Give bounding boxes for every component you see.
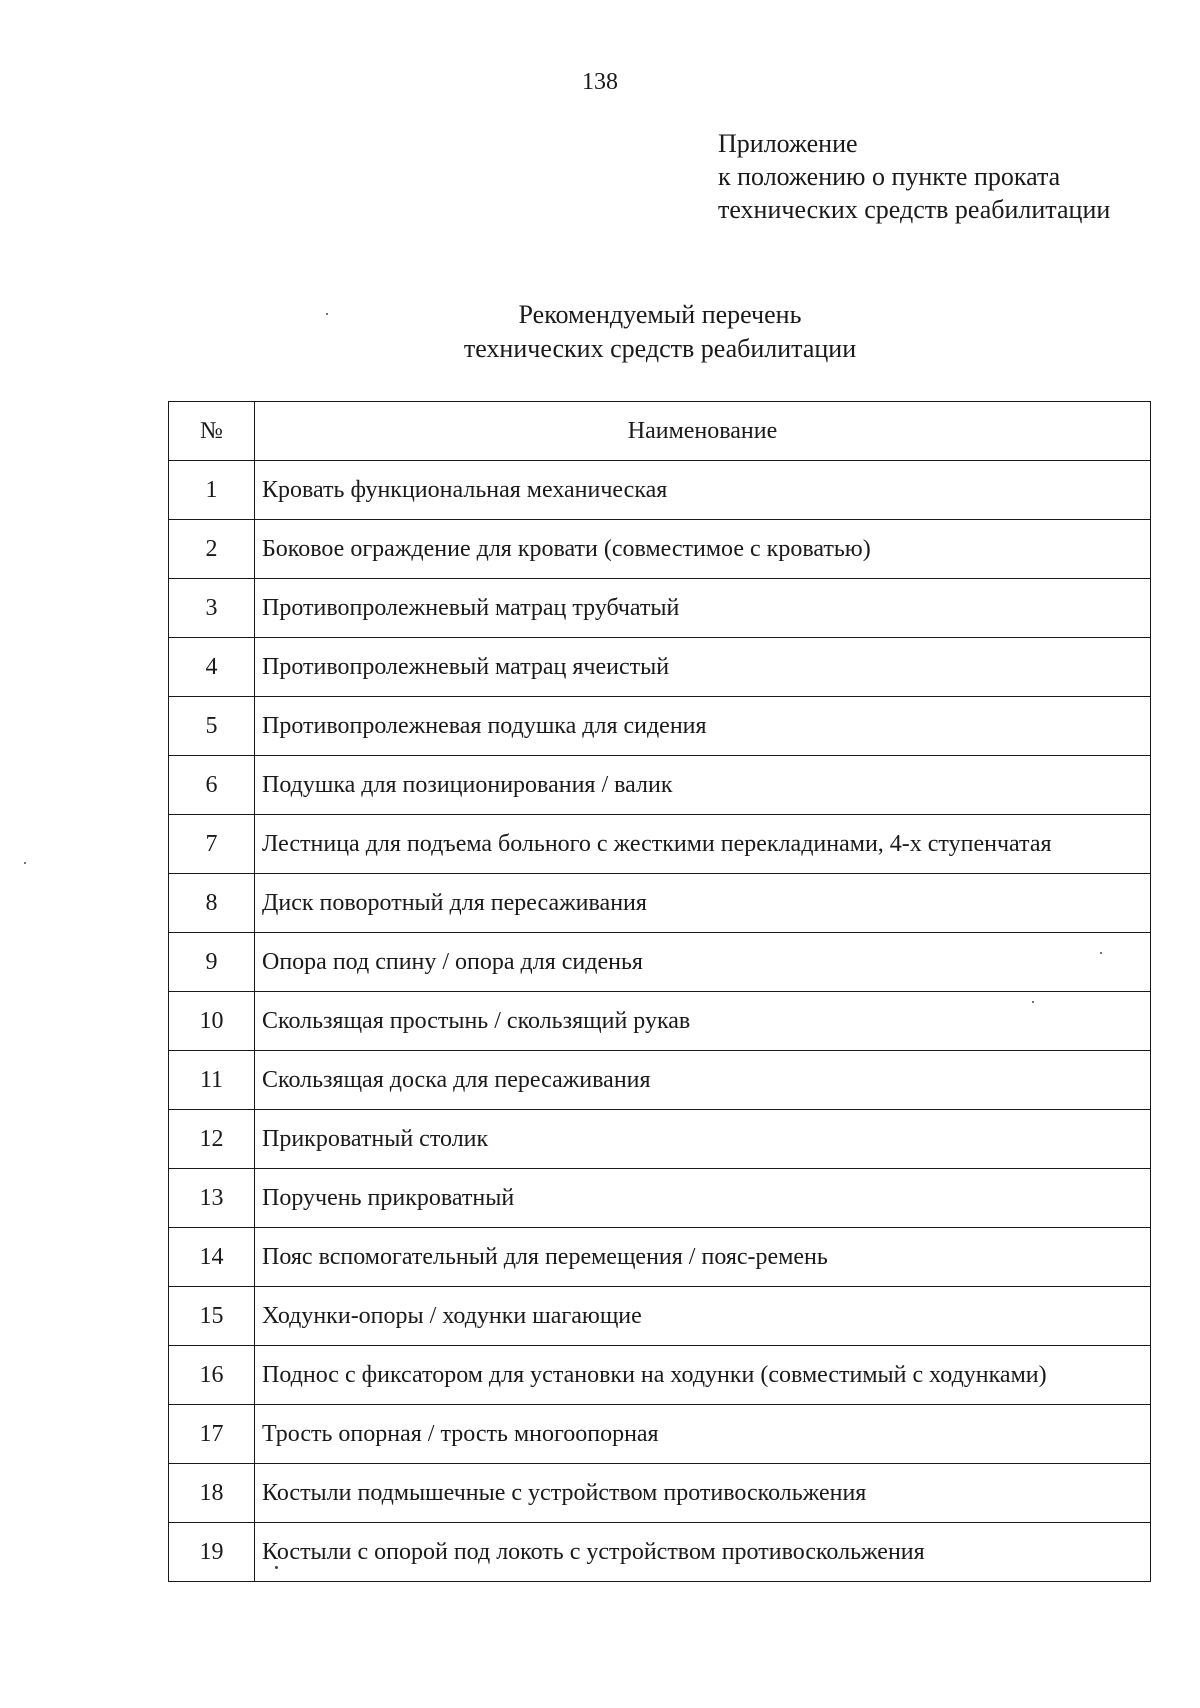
appendix-line-3: технических средств реабилитации — [718, 195, 1111, 224]
row-number: 11 — [169, 1051, 255, 1110]
table-row — [169, 1405, 1151, 1464]
row-name: Подушка для позиционирования / валик — [255, 756, 1151, 815]
table-row — [169, 520, 1151, 579]
table-row — [169, 1110, 1151, 1169]
row-name: Прикроватный столик — [255, 1110, 1151, 1169]
table-row — [169, 1287, 1151, 1346]
row-number: 18 — [169, 1464, 255, 1523]
table-row — [169, 1228, 1151, 1287]
table-row — [169, 1169, 1151, 1228]
scan-speck — [275, 1566, 278, 1569]
scan-speck — [326, 313, 328, 315]
row-name: Ходунки-опоры / ходунки шагающие — [255, 1287, 1151, 1346]
document-title — [0, 298, 1200, 366]
table-row — [169, 933, 1151, 992]
row-name: Скользящая доска для пересаживания — [255, 1051, 1151, 1110]
row-name: Лестница для подъема больного с жесткими перекладинами, 4-х ступенчатая — [255, 815, 1151, 874]
row-number: 14 — [169, 1228, 255, 1287]
row-number: 10 — [169, 992, 255, 1051]
header-name: Наименование — [255, 402, 1151, 461]
row-number: 17 — [169, 1405, 255, 1464]
table-row — [169, 579, 1151, 638]
row-number: 3 — [169, 579, 255, 638]
title-line-2: технических средств реабилитации — [463, 334, 857, 363]
row-number: 1 — [169, 461, 255, 520]
row-number: 16 — [169, 1346, 255, 1405]
scan-speck — [1032, 1001, 1034, 1003]
table-row — [169, 992, 1151, 1051]
row-number: 6 — [169, 756, 255, 815]
table-row — [169, 815, 1151, 874]
table-row — [169, 1523, 1151, 1582]
row-name: Поручень прикроватный — [255, 1169, 1151, 1228]
row-number: 8 — [169, 874, 255, 933]
row-name: Противопролежневый матрац трубчатый — [255, 579, 1151, 638]
row-name: Диск поворотный для пересаживания — [255, 874, 1151, 933]
table-row — [169, 1346, 1151, 1405]
row-name: Кровать функциональная механическая — [255, 461, 1151, 520]
row-name: Пояс вспомогательный для перемещения / пояс-ремень — [255, 1228, 1151, 1287]
row-name: Боковое ограждение для кровати (совместимое с кроватью) — [255, 520, 1151, 579]
row-number: 19 — [169, 1523, 255, 1582]
table-header-row — [169, 402, 1151, 461]
row-number: 12 — [169, 1110, 255, 1169]
scan-speck — [24, 862, 26, 864]
scan-speck — [1100, 952, 1102, 954]
items-table — [168, 401, 1151, 1582]
row-number: 13 — [169, 1169, 255, 1228]
title-line-1: Рекомендуемый перечень — [518, 300, 802, 329]
table-row — [169, 874, 1151, 933]
row-number: 15 — [169, 1287, 255, 1346]
table-row — [169, 756, 1151, 815]
row-name: Трость опорная / трость многоопорная — [255, 1405, 1151, 1464]
appendix-header — [718, 127, 1110, 226]
row-name: Опора под спину / опора для сиденья — [255, 933, 1151, 992]
table-row — [169, 461, 1151, 520]
table-row — [169, 1464, 1151, 1523]
appendix-line-1: Приложение — [718, 129, 858, 158]
header-number: № — [169, 402, 255, 461]
row-number: 7 — [169, 815, 255, 874]
row-name: Противопролежневый матрац ячеистый — [255, 638, 1151, 697]
table-row — [169, 1051, 1151, 1110]
row-number: 5 — [169, 697, 255, 756]
page-number: 138 — [582, 69, 618, 95]
row-name: Поднос с фиксатором для установки на ходунки (совместимый с ходунками) — [255, 1346, 1151, 1405]
appendix-line-2: к положению о пункте проката — [718, 162, 1061, 191]
table-row — [169, 638, 1151, 697]
row-name: Костыли с опорой под локоть с устройством противоскольжения — [255, 1523, 1151, 1582]
row-name: Противопролежневая подушка для сидения — [255, 697, 1151, 756]
row-name: Костыли подмышечные с устройством противоскольжения — [255, 1464, 1151, 1523]
row-number: 2 — [169, 520, 255, 579]
row-number: 9 — [169, 933, 255, 992]
row-name: Скользящая простынь / скользящий рукав — [255, 992, 1151, 1051]
table-row — [169, 697, 1151, 756]
row-number: 4 — [169, 638, 255, 697]
